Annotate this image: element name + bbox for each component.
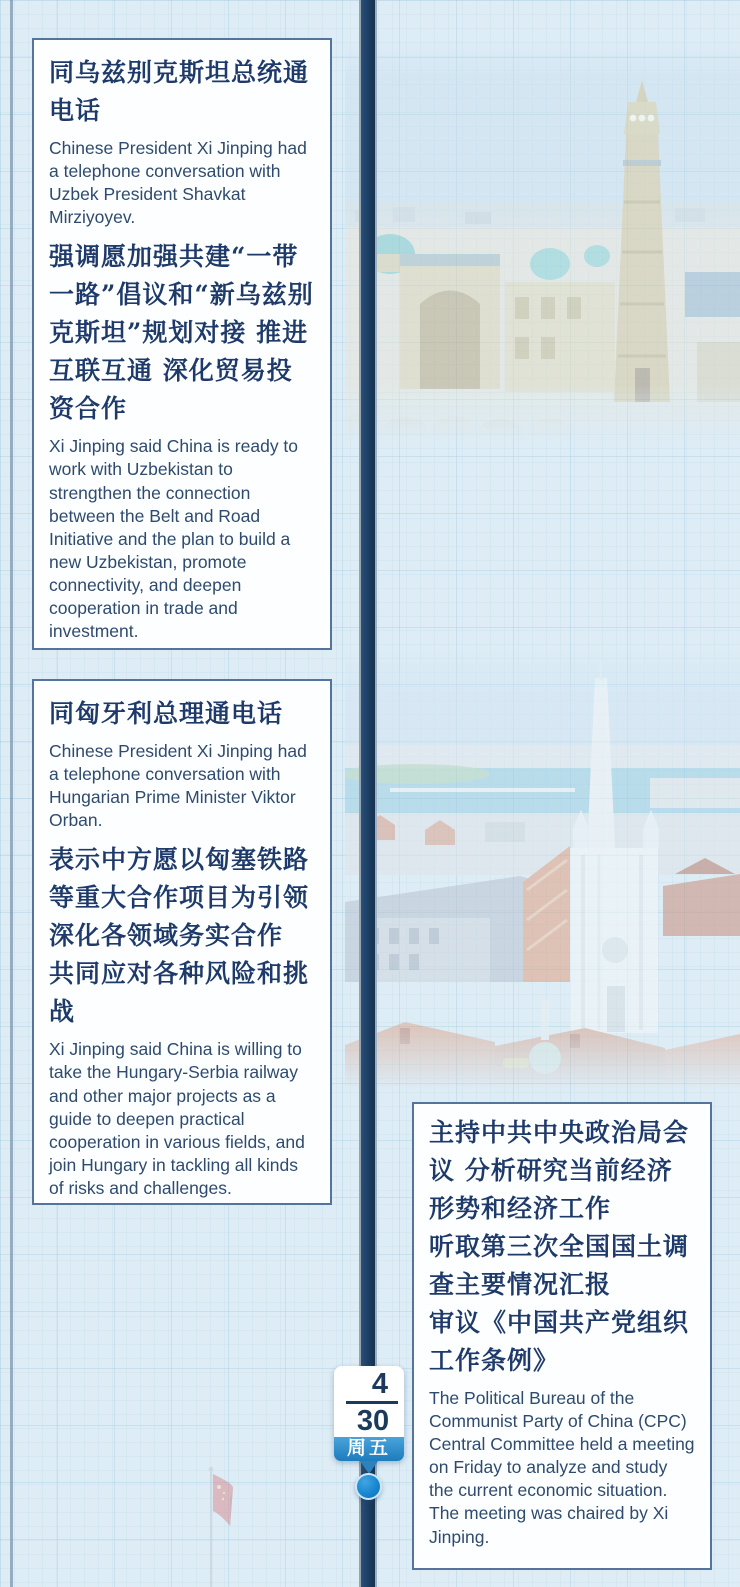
event-card-uzbekistan-call (32, 38, 332, 650)
bukhara-minaret-photo (345, 42, 740, 442)
event-title-zh: 同匈牙利总理通电话 (49, 699, 284, 728)
event-subtitle-zh: 表示中方愿以匈塞铁路等重大合作项目为引领 深化各领域务实合作 共同应对各种风险和挑战 (49, 845, 310, 1027)
event-title-zh-line-1: 主持中共中央政治局会议 分析研究当前经济形势和经济工作 (429, 1118, 690, 1223)
event-title-zh-line-3: 审议《中国共产党组织工作条例》 (429, 1308, 690, 1375)
date-day: 30 (356, 1405, 390, 1437)
weekday-band: 周五 (334, 1437, 404, 1461)
event-title-zh: 同乌兹别克斯坦总统通电话 (49, 58, 310, 125)
timeline-marker-dot (355, 1473, 382, 1500)
event-body-en: The Political Bureau of the Communist Party of China (CPC) Central Committee held a meeting on Friday to analyze and study the current economic situation. The meeting was chaired by Xi Jinping. (429, 1388, 695, 1547)
date-divider (346, 1401, 398, 1404)
event-card-politburo-meeting (412, 1102, 712, 1570)
date-month: 4 (371, 1368, 388, 1400)
event-summary-en: Chinese President Xi Jinping had a telephone conversation with Uzbek President Shavkat Mirziyoyev. (49, 138, 307, 228)
budapest-matthias-church-photo (345, 650, 740, 1090)
notebook-margin-line (10, 0, 13, 1587)
date-badge-calendar (334, 1366, 404, 1437)
event-subtitle-zh: 强调愿加强共建“一带一路”倡议和“新乌兹别克斯坦”规划对接 推进互联互通 深化贸易投资合作 (49, 242, 314, 424)
event-body-en: Xi Jinping said China is willing to take the Hungary-Serbia railway and other major projects as a guide to deepen practical cooperation in various fields, and join Hungary in tackling all kinds of risks and challenges. (49, 1039, 305, 1198)
china-flag-photo (192, 1460, 262, 1587)
timeline-bar (359, 0, 377, 1587)
event-summary-en: Chinese President Xi Jinping had a telephone conversation with Hungarian Prime Minister Viktor Orban. (49, 741, 307, 831)
event-card-hungary-call (32, 679, 332, 1205)
event-title-zh-line-2: 听取第三次全国国土调查主要情况汇报 (429, 1232, 690, 1299)
date-badge (334, 1366, 404, 1474)
event-body-en: Xi Jinping said China is ready to work with Uzbekistan to strengthen the connection between the Belt and Road Initiative and the plan to build a new Uzbekistan, promote connectivity, and deepen cooperation in trade and investment. (49, 436, 299, 642)
